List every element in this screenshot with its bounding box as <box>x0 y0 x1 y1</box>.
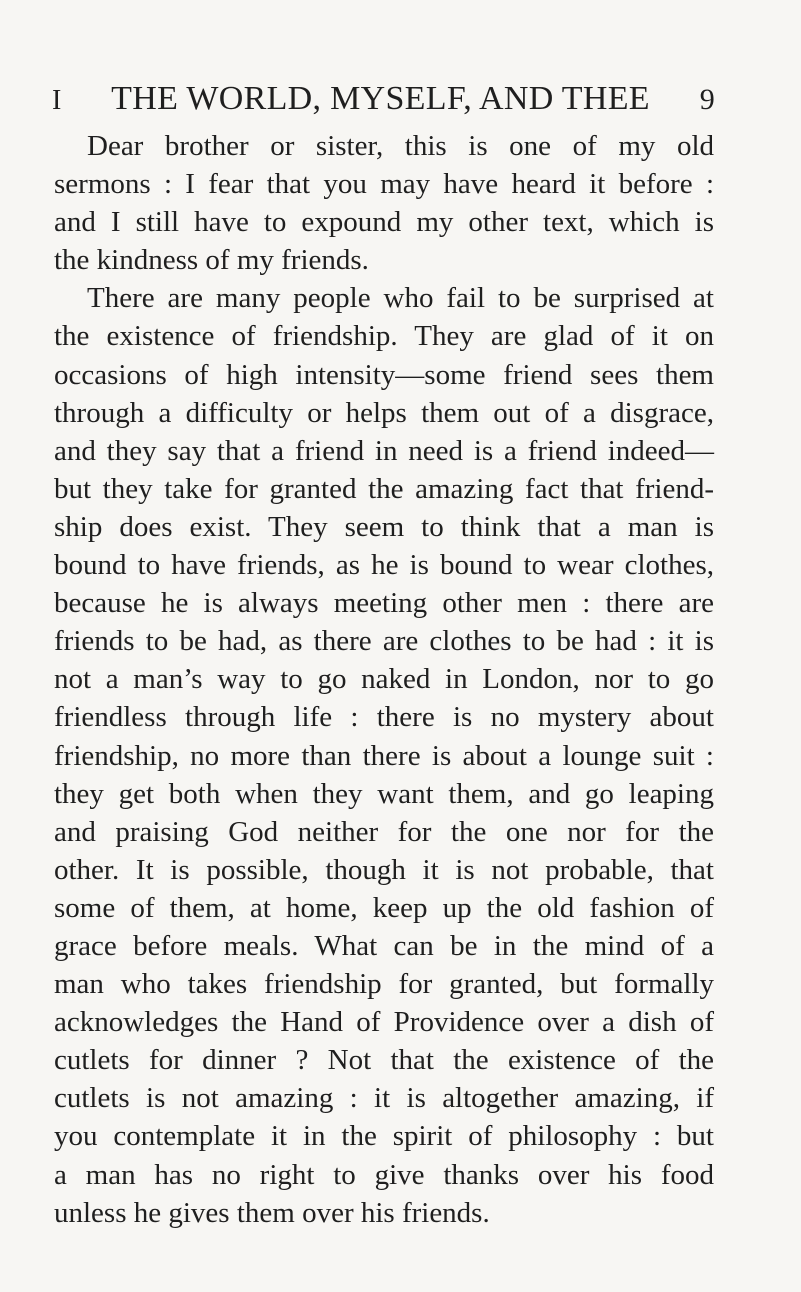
text-line: but they take for granted the amazing fact that friend- <box>54 472 714 505</box>
body-text <box>54 127 714 1232</box>
text-line: There are many people who fail to be surprised at <box>87 282 714 315</box>
text-line: grace before meals. What can be in the mind of a <box>54 929 714 962</box>
text-line: they get both when they want them, and go leaping <box>54 777 714 810</box>
text-line: not a man’s way to go naked in London, nor to go <box>54 663 714 696</box>
text-line: Dear brother or sister, this is one of my old <box>87 130 714 162</box>
text-line: unless he gives them over his friends. <box>54 1196 490 1229</box>
chapter-number: I <box>52 85 62 116</box>
text-line: acknowledges the Hand of Providence over a dish of <box>54 1006 714 1039</box>
text-line: and they say that a friend in need is a friend indeed— <box>54 434 714 467</box>
text-line: through a difficulty or helps them out of a disgrace, <box>54 396 714 429</box>
text-line: a man has no right to give thanks over his food <box>54 1158 714 1191</box>
text-line: sermons : I fear that you may have heard it before : <box>54 168 714 201</box>
text-line: friends to be had, as there are clothes to be had : it is <box>54 625 714 658</box>
text-line: because he is always meeting other men : there are <box>54 587 714 620</box>
text-line: cutlets is not amazing : it is altogether amazing, if <box>54 1082 714 1115</box>
text-line: the existence of friendship. They are glad of it on <box>54 320 714 353</box>
text-line: friendship, no more than there is about a lounge suit : <box>54 739 714 772</box>
text-line: other. It is possible, though it is not probable, that <box>54 853 714 886</box>
text-line: friendless through life : there is no mystery about <box>54 701 714 734</box>
text-line: you contemplate it in the spirit of philosophy : but <box>54 1120 714 1153</box>
text-line: man who takes friendship for granted, but formally <box>54 968 714 1001</box>
text-line: cutlets for dinner ? Not that the existence of the <box>54 1044 714 1077</box>
text-line: and I still have to expound my other text, which is <box>54 206 714 239</box>
running-head <box>52 80 715 124</box>
text-line: occasions of high intensity—some friend sees them <box>54 358 714 391</box>
text-line: and praising God neither for the one nor for the <box>54 815 714 848</box>
text-line: the kindness of my friends. <box>54 244 369 277</box>
text-line: bound to have friends, as he is bound to wear clothes, <box>54 549 714 582</box>
text-line: ship does exist. They seem to think that a man is <box>54 510 714 543</box>
page-number: 9 <box>699 83 715 116</box>
text-line: some of them, at home, keep up the old fashion of <box>54 891 714 924</box>
running-head-title: THE WORLD, MYSELF, AND THEE <box>111 80 650 117</box>
